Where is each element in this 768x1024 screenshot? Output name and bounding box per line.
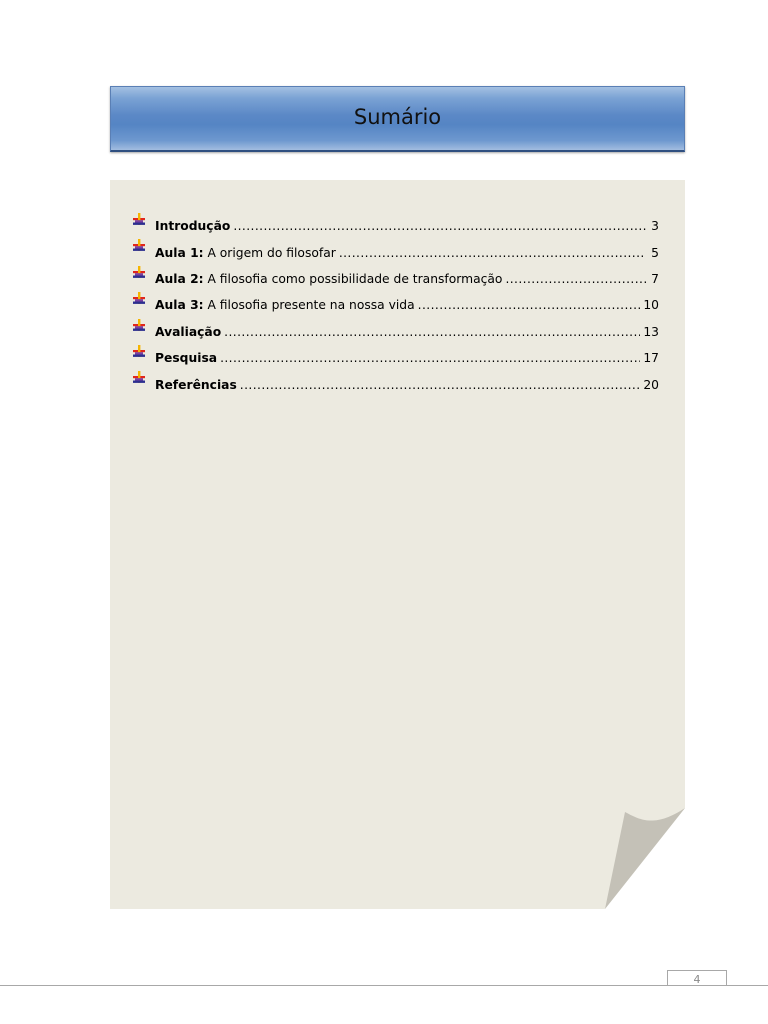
colored-cross-bullet-icon xyxy=(132,272,146,286)
dot-leader xyxy=(224,325,640,339)
dot-leader xyxy=(233,219,646,233)
footer-line xyxy=(0,985,768,986)
colored-cross-bullet-icon xyxy=(132,351,146,365)
toc-entry[interactable] xyxy=(132,213,659,239)
toc-page-number: 10 xyxy=(643,298,659,313)
toc-entry-title xyxy=(155,325,221,339)
toc-entry-title xyxy=(155,272,502,286)
dot-leader xyxy=(418,298,641,312)
page-title: Sumário xyxy=(353,105,442,129)
dot-leader xyxy=(220,351,640,365)
toc-entry-title xyxy=(155,246,336,260)
toc-entry[interactable] xyxy=(132,292,659,318)
toc-page-number: 20 xyxy=(643,377,659,392)
colored-cross-bullet-icon xyxy=(132,298,146,312)
toc-entry[interactable] xyxy=(132,371,659,397)
toc-entry[interactable] xyxy=(132,266,659,292)
toc-entry[interactable] xyxy=(132,239,659,265)
toc-entry-title xyxy=(155,298,415,312)
toc-page-number: 17 xyxy=(643,351,659,366)
table-of-contents xyxy=(132,213,659,398)
toc-entry[interactable] xyxy=(132,345,659,371)
toc-page-number: 13 xyxy=(643,324,659,339)
dot-leader xyxy=(240,378,641,392)
toc-entry-label: Referências xyxy=(155,377,237,392)
toc-entry-label: Aula 1: xyxy=(155,245,204,260)
colored-cross-bullet-icon xyxy=(132,219,146,233)
toc-page-number: 5 xyxy=(651,245,659,260)
toc-page-number: 7 xyxy=(651,271,659,286)
colored-cross-bullet-icon xyxy=(132,325,146,339)
toc-entry-title xyxy=(155,219,230,233)
dot-leader xyxy=(505,272,646,286)
toc-entry-title xyxy=(155,351,217,365)
toc-entry-label: Aula 3: xyxy=(155,298,204,313)
toc-page-number: 3 xyxy=(651,219,659,234)
toc-entry-title xyxy=(155,378,237,392)
toc-entry-subtitle: A filosofia presente na nossa vida xyxy=(203,298,415,313)
colored-cross-bullet-icon xyxy=(132,246,146,260)
toc-entry-label: Avaliação xyxy=(155,324,222,339)
toc-paper xyxy=(110,180,685,909)
toc-entry-label: Pesquisa xyxy=(155,351,218,366)
dot-leader xyxy=(339,246,646,260)
page-number: 4 xyxy=(667,970,727,985)
colored-cross-bullet-icon xyxy=(132,378,146,392)
toc-entry-subtitle: A filosofia como possibilidade de transformação xyxy=(203,271,503,286)
toc-entry-label: Introdução xyxy=(155,219,231,234)
toc-entry-subtitle: A origem do filosofar xyxy=(203,245,336,260)
title-banner xyxy=(110,86,685,152)
toc-entry[interactable] xyxy=(132,319,659,345)
toc-entry-label: Aula 2: xyxy=(155,271,204,286)
